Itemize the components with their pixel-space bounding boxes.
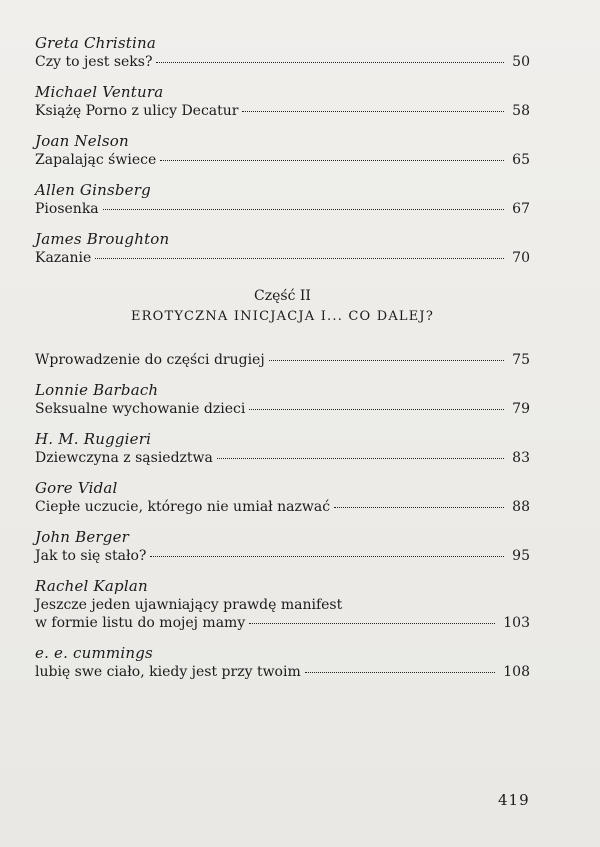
toc-entry-cummings	[35, 644, 530, 681]
entry-title-line2: w formie listu do mojej mamy	[35, 615, 246, 631]
entry-title-line1: Jeszcze jeden ujawniający prawdę manifest	[35, 597, 343, 613]
entry-row	[35, 449, 530, 467]
entry-row	[35, 53, 530, 71]
dot-leader	[160, 160, 504, 161]
entry-title: Książę Porno z ulicy Decatur	[35, 103, 239, 119]
toc-entry-kaplan	[35, 577, 530, 632]
entry-title: Seksualne wychowanie dzieci	[35, 401, 246, 417]
toc-entry-intro	[35, 351, 530, 369]
dot-leader	[103, 209, 505, 210]
entry-title: Zapalając świece	[35, 152, 157, 168]
entry-row	[35, 547, 530, 565]
entry-row	[35, 498, 530, 516]
entry-row	[35, 351, 530, 369]
entry-author: Lonnie Barbach	[35, 381, 159, 399]
entry-author: John Berger	[35, 528, 130, 546]
dot-leader	[217, 458, 504, 459]
entry-page-number: 67	[512, 201, 530, 217]
entry-author: Gore Vidal	[35, 479, 118, 497]
entry-author: Greta Christina	[35, 34, 157, 52]
entry-author: Rachel Kaplan	[35, 577, 148, 595]
entry-page-number: 58	[512, 103, 530, 119]
toc-entry-berger	[35, 528, 530, 565]
entry-page-number: 70	[512, 250, 530, 266]
entry-page-number: 95	[512, 548, 530, 564]
entry-title: Kazanie	[35, 250, 92, 266]
toc-entry-ginsberg	[35, 181, 530, 218]
entry-row	[35, 102, 530, 120]
dot-leader	[242, 111, 504, 112]
entry-page-number: 65	[512, 152, 530, 168]
part-title: EROTYCZNA INICJACJA I... CO DALEJ?	[130, 309, 435, 324]
toc-entry-christina	[35, 34, 530, 71]
entry-page-number: 103	[503, 615, 530, 631]
dot-leader	[156, 62, 504, 63]
toc-entry-vidal	[35, 479, 530, 516]
toc-entry-broughton	[35, 230, 530, 267]
entry-title: Jak to się stało?	[35, 548, 147, 564]
toc-entry-ruggieri	[35, 430, 530, 467]
entry-row	[35, 663, 530, 681]
page-folio-number: 419	[498, 791, 530, 809]
dot-leader	[249, 623, 495, 624]
entry-title: Czy to jest seks?	[35, 54, 153, 70]
entry-author: Joan Nelson	[35, 132, 129, 150]
entry-page-number: 88	[512, 499, 530, 515]
entry-author: e. e. cummings	[35, 644, 153, 662]
entry-row	[35, 200, 530, 218]
entry-title: Wprowadzenie do części drugiej	[35, 352, 265, 368]
entry-title: Ciepłe uczucie, którego nie umiał nazwać	[35, 499, 331, 515]
entry-author: Michael Ventura	[35, 83, 164, 101]
entry-author: James Broughton	[35, 230, 170, 248]
entry-page-number: 108	[503, 664, 530, 680]
entry-row	[35, 249, 530, 267]
entry-page-number: 50	[512, 54, 530, 70]
entry-row	[35, 614, 530, 632]
dot-leader	[249, 409, 504, 410]
toc-entry-nelson	[35, 132, 530, 169]
entry-page-number: 75	[512, 352, 530, 368]
dot-leader	[269, 360, 504, 361]
entry-author: H. M. Ruggieri	[35, 430, 152, 448]
dot-leader	[305, 672, 496, 673]
toc-entry-ventura	[35, 83, 530, 120]
entry-row	[35, 151, 530, 169]
entry-row	[35, 400, 530, 418]
entry-page-number: 79	[512, 401, 530, 417]
toc-entry-barbach	[35, 381, 530, 418]
entry-title: lubię swe ciało, kiedy jest przy twoim	[35, 664, 301, 680]
entry-page-number: 83	[512, 450, 530, 466]
dot-leader	[334, 507, 504, 508]
entry-author: Allen Ginsberg	[35, 181, 151, 199]
part-label: Część II	[254, 288, 311, 304]
table-of-contents	[35, 34, 530, 693]
dot-leader	[95, 258, 504, 259]
entry-title: Piosenka	[35, 201, 99, 217]
section-heading	[35, 287, 530, 326]
dot-leader	[150, 556, 504, 557]
entry-title: Dziewczyna z sąsiedztwa	[35, 450, 213, 466]
